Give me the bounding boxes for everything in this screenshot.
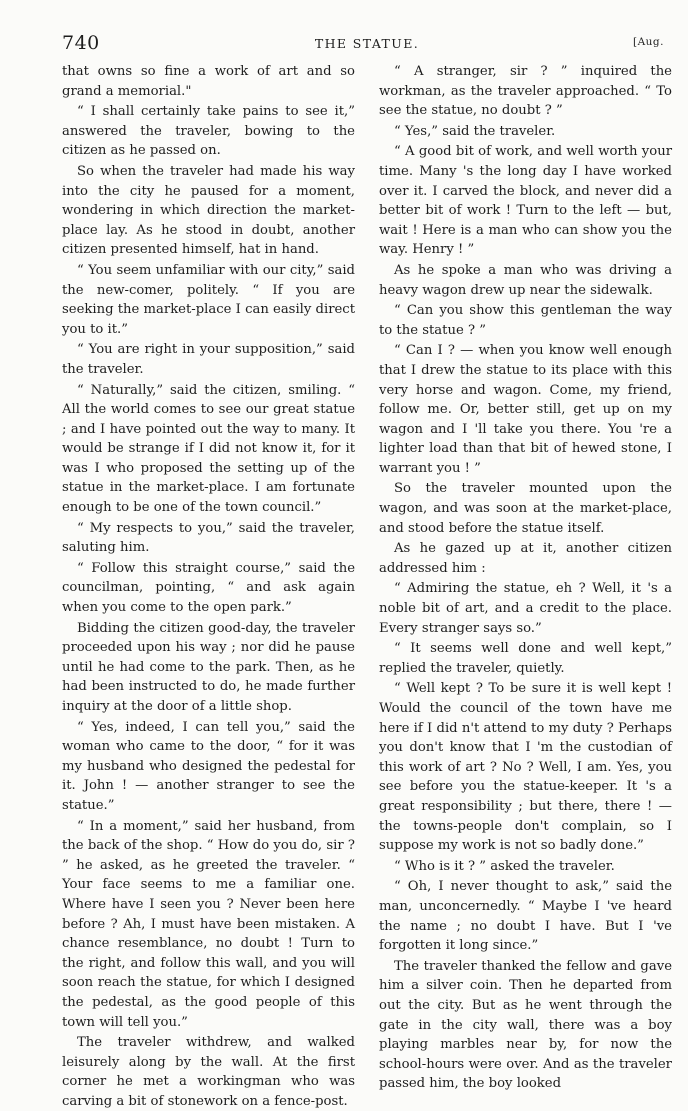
running-title: THE STATUE. (314, 36, 420, 51)
page-number: 740 (62, 32, 100, 54)
paragraph: The traveler withdrew, and walked leisurely along by the wall. At the first corner he met a workingman who was carving a bit of stonework on a fence-post. (62, 1035, 355, 1109)
paragraph: “ Oh, I never thought to ask,” said the man, unconcernedly. “ Maybe I 've heard the name ; no doubt I have. But I 've forgotten it long since.” (379, 879, 672, 954)
page-header (62, 32, 672, 56)
paragraph: So when the traveler had made his way into the city he paused for a moment, wondering in which direction the market-place lay. As he stood in doubt, another citizen presented himself, hat in hand. (62, 163, 355, 258)
paragraph: As he gazed up at it, another citizen addressed him : (379, 541, 672, 576)
paragraph: “ Yes,” said the traveler. (394, 123, 556, 139)
paragraph: “ A good bit of work, and well worth your time. Many 's the long day I have worked over it. I carved the block, and never did a better bit of work ! Turn to the left — but, wait ! Here is a man who can show you the way. Henry ! ” (379, 144, 672, 258)
paragraph: “ It seems well done and well kept,” replied the traveler, quietly. (379, 641, 672, 676)
left-column (62, 62, 355, 1111)
paragraph: “ Naturally,” said the citizen, smiling. “ All the world comes to see our great statue ; and I have pointed out the way to many. It would be strange if I did not know it, for it was I who proposed the setting up of the statue in the market-place. I am fortunate enough to be one of the town council.” (62, 382, 355, 516)
paragraph: Bidding the citizen good-day, the traveler proceeded upon his way ; nor did he pause until he had come to the park. Then, as he had been instructed to do, he made further inquiry at the door of a little shop. (62, 620, 355, 714)
paragraph: The traveler thanked the fellow and gave him a silver coin. Then he departed from out the city. But as he went through the gate in the city wall, there was a boy playing marbles near by, for now the school-hours were over. And as the traveler passed him, the boy looked (379, 958, 672, 1092)
right-column (379, 62, 672, 1111)
paragraph: “ In a moment,” said her husband, from the back of the shop. “ How do you do, sir ? ” he asked, as he greeted the traveler. “ Your face seems to me a familiar one. Where have I seen you ? Never been here before ? Ah, I must have been mistaken. A chance resemblance, no doubt ! Turn to the right, and follow this wall, and you will soon reach the statue, for which I designed the pedestal, as the good people of this town will tell you.” (62, 818, 355, 1030)
paragraph: “ Admiring the statue, eh ? Well, it 's a noble bit of art, and a credit to the place. Every stranger says so.” (379, 581, 672, 636)
paragraph: “ You are right in your supposition,” said the traveler. (62, 342, 355, 377)
paragraph: “ Can I ? — when you know well enough that I drew the statue to its place with this very horse and wagon. Come, my friend, follow me. Or, better still, get up on my wagon and I 'll take you there. You 're a lighter load than that bit of hewed stone, I warrant you ! ” (379, 343, 672, 476)
paragraph: “ You seem unfamiliar with our city,” said the new-comer, politely. “ If you are seeking the market-place I can easily direct you to it.” (62, 262, 355, 337)
paragraph: As he spoke a man who was driving a heavy wagon drew up near the sidewalk. (379, 262, 672, 298)
paragraph: “ I shall certainly take pains to see it,” answered the traveler, bowing to the citizen as he passed on. (62, 104, 355, 159)
paragraph: “ Can you show this gentleman the way to the statue ? ” (379, 303, 672, 338)
paragraph: So the traveler mounted upon the wagon, and was soon at the market-place, and stood before the statue itself. (379, 481, 672, 536)
paragraph: that owns so fine a work of art and so grand a memorial." (62, 64, 355, 99)
paragraph: “ Follow this straight course,” said the councilman, pointing, “ and ask again when you come to the open park.” (62, 560, 355, 616)
paragraph: “ Who is it ? ” asked the traveler. (394, 858, 615, 874)
issue-month: [Aug. (632, 36, 664, 48)
paragraph: “ Well kept ? To be sure it is well kept ! Would the council of the town have me here if I did n't attend to my duty ? Perhaps you don't know that I 'm the custodian of this work of art ? No ? Well, I am. Yes, you see before you the statue-keeper. It 's a great responsibility ; but there, there ! — the towns-people don't complain, so I suppose my work is not so badly done.” (379, 681, 672, 854)
paragraph: “ My respects to you,” said the traveler, saluting him. (62, 520, 355, 556)
paragraph: “ Yes, indeed, I can tell you,” said the woman who came to the door, “ for it was my husband who designed the pedestal for it. John ! — another stranger to see the statue.” (62, 719, 355, 813)
paragraph: “ A stranger, sir ? ” inquired the workman, as the traveler approached. “ To see the statue, no doubt ? ” (379, 64, 672, 119)
text-columns (62, 62, 672, 1111)
